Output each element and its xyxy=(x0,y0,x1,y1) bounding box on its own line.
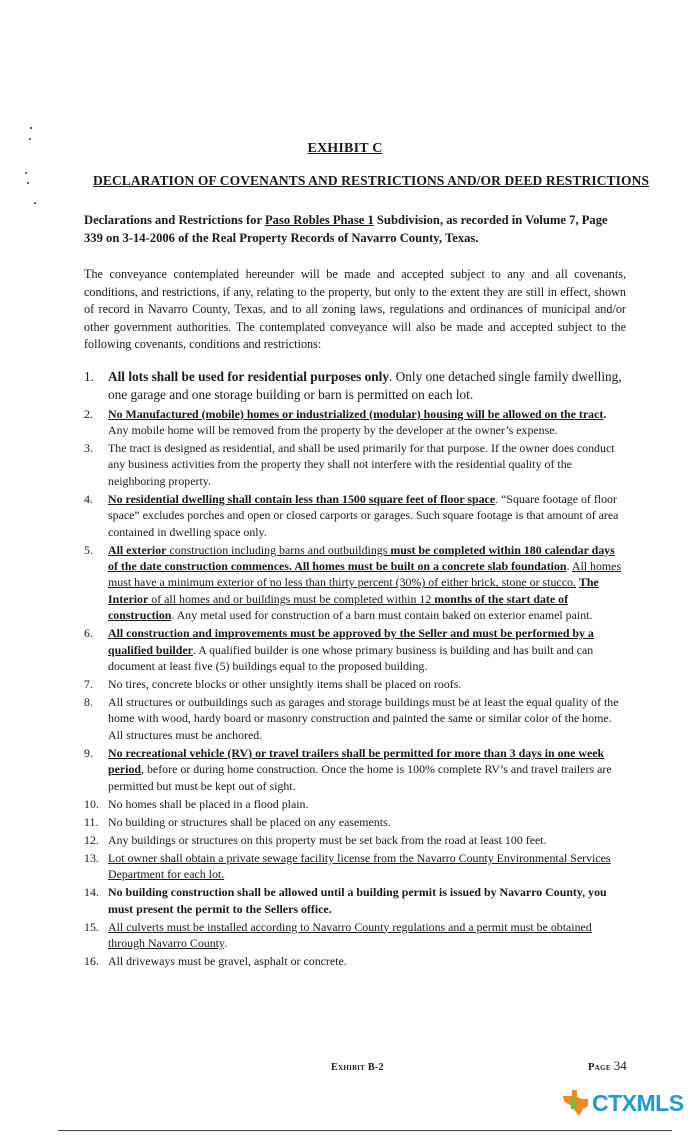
restriction-item xyxy=(84,814,626,830)
item-text: Any mobile home will be removed from the property by the developer at the owner’s expense. xyxy=(108,423,558,437)
item-text: The Interior xyxy=(108,575,599,606)
item-text: No recreational vehicle (RV) or travel trailers shall be permitted for more than 3 days in one week period xyxy=(108,745,605,777)
item-number: 13. xyxy=(84,850,99,865)
ctxmls-logo xyxy=(560,1087,684,1119)
page-label: Page xyxy=(588,1062,611,1073)
item-text: No building construction shall be allowed until a building permit is issued by Navarro County, you must present the permit to the Sellers office. xyxy=(108,885,607,916)
item-text: All structures or outbuildings such as garages and storage buildings must be at least the equal quality of the home with wood, hardy board or masonry construction and painted the same or similar color of the home. All structures must be anchored. xyxy=(108,695,619,742)
item-text: . “Square footage of floor space” excludes porches and open or closed carports or garages. Such square footage is that amount of area contained in dwelling space only. xyxy=(108,491,619,539)
declaration-suffix: Subdivision, as recorded in Volume 7, Page 339 on 3-14-2006 of the Real Property Records of Navarro County, Texas. xyxy=(84,213,608,245)
item-text: . Any metal used for construction of a barn must contain baked on exterior enamel paint. xyxy=(171,608,593,623)
restriction-item xyxy=(84,491,626,540)
scan-speck xyxy=(29,138,31,140)
item-number: 10. xyxy=(84,796,99,811)
item-text: All homes must have a minimum exterior of no less than thirty percent (30%) of either brick, stone or stucco. xyxy=(108,559,622,590)
exhibit-title: EXHIBIT C xyxy=(307,141,383,156)
restriction-item xyxy=(84,676,626,692)
restriction-item xyxy=(84,406,626,439)
item-text: construction including barns and outbuildings xyxy=(166,542,391,557)
item-text: . xyxy=(603,406,607,421)
item-number: 8. xyxy=(84,695,93,710)
item-number: 15. xyxy=(84,919,99,934)
item-number: 6. xyxy=(84,626,93,641)
item-number: 5. xyxy=(84,542,93,557)
item-text: No Manufactured (mobile) homes or industrialized (modular) housing will be allowed on the tract xyxy=(108,406,604,421)
item-number: 9. xyxy=(84,745,93,760)
footer-exhibit-label: Exhibit B-2 xyxy=(331,1062,384,1073)
restriction-item xyxy=(84,953,626,969)
item-text: All construction and improvements must be approved by the Seller and must be performed by a qualified builder xyxy=(108,626,594,657)
item-number: 16. xyxy=(84,953,99,968)
item-text: must be completed within 180 calendar days of the date construction commences. All homes must be built on a concrete slab foundation xyxy=(108,542,615,574)
restriction-item xyxy=(84,745,626,794)
restriction-item xyxy=(84,850,626,883)
item-text: No residential dwelling shall contain less than 1500 square feet of floor space xyxy=(108,491,496,506)
item-number: 14. xyxy=(84,885,99,900)
item-number: 2. xyxy=(84,406,93,421)
scan-speck xyxy=(27,182,29,184)
item-text: . Only one detached single family dwelling, one garage and one storage building or barn is permitted on each lot. xyxy=(108,369,622,402)
restriction-item xyxy=(84,919,626,952)
bottom-rule xyxy=(58,1130,672,1131)
scan-speck xyxy=(25,172,27,174)
item-text: Lot owner shall obtain a private sewage facility license from the Navarro County Environmental Services Department for each lot. xyxy=(108,850,611,882)
item-text: The tract is designed as residential, and shall be used primarily for that purpose. If the owner does conduct any business activities from the property they shall not interfere with the residential quality of the neighboring property. xyxy=(108,441,615,488)
restriction-item xyxy=(84,368,626,404)
item-number: 4. xyxy=(84,491,93,506)
declaration-prefix: Declarations and Restrictions for xyxy=(84,213,265,227)
item-number: 3. xyxy=(84,441,93,455)
restriction-item xyxy=(84,625,626,674)
scan-speck xyxy=(30,127,32,129)
restrictions-list xyxy=(84,368,626,971)
footer-page xyxy=(588,1058,627,1074)
item-text: All lots shall be used for residential purposes only xyxy=(108,369,390,384)
restriction-item xyxy=(84,694,626,743)
item-text: of all homes and or buildings must be completed within 12 xyxy=(148,591,435,606)
logo-text: CTXMLS xyxy=(592,1089,684,1116)
item-number: 11. xyxy=(84,814,99,829)
item-text: All driveways must be gravel, asphalt or concrete. xyxy=(108,953,347,968)
subdivision-name: Paso Robles Phase 1 xyxy=(264,213,374,227)
item-text: No tires, concrete blocks or other unsightly items shall be placed on roofs. xyxy=(108,677,462,692)
restriction-item xyxy=(84,542,626,624)
restriction-item xyxy=(84,440,626,489)
scan-speck xyxy=(34,202,36,204)
main-heading: DECLARATION OF COVENANTS AND RESTRICTIONS AND/OR DEED RESTRICTIONS xyxy=(93,173,650,188)
item-text: , before or during home construction. Once the home is 100% complete RV’s and travel trailers are permitted but must be kept out of sight. xyxy=(108,762,612,793)
declaration-paragraph xyxy=(84,211,624,247)
item-text: No building or structures shall be placed on any easements. xyxy=(108,814,391,829)
item-text: No homes shall be placed in a flood plain. xyxy=(108,796,309,811)
item-number: 7. xyxy=(84,677,93,692)
page-number: 34 xyxy=(613,1058,627,1073)
item-number: 1. xyxy=(84,369,94,384)
texas-state-icon xyxy=(560,1089,590,1117)
item-text: . xyxy=(566,559,572,574)
item-text: All culverts must be installed according to Navarro County regulations and a permit must be obtained through Navarro County xyxy=(108,919,592,950)
restriction-item xyxy=(84,796,626,812)
restriction-item xyxy=(84,884,626,917)
item-text: Any buildings or structures on this property must be set back from the road at least 100 feet. xyxy=(108,832,547,847)
item-number: 12. xyxy=(84,832,99,847)
restriction-item xyxy=(84,832,626,848)
item-text: All exterior xyxy=(108,542,167,557)
item-text: . A qualified builder is one whose primary business is building and has built and can document at least five (5) buildings equal to the proposed building. xyxy=(108,642,594,674)
item-text: months of the start date of construction xyxy=(108,591,569,623)
item-text: . xyxy=(224,935,228,950)
intro-paragraph: The conveyance contemplated hereunder will be made and accepted subject to any and all covenants, conditions, and restrictions, if any, relating to the property, but only to the extent they are still in effect, shown of record in Navarro County, Texas, and to all zoning laws, regulations and ordinances of municipal and/or other government authorities. The contemplated conveyance will also be made and accepted subject to the following covenants, conditions and restrictions: xyxy=(84,267,626,351)
